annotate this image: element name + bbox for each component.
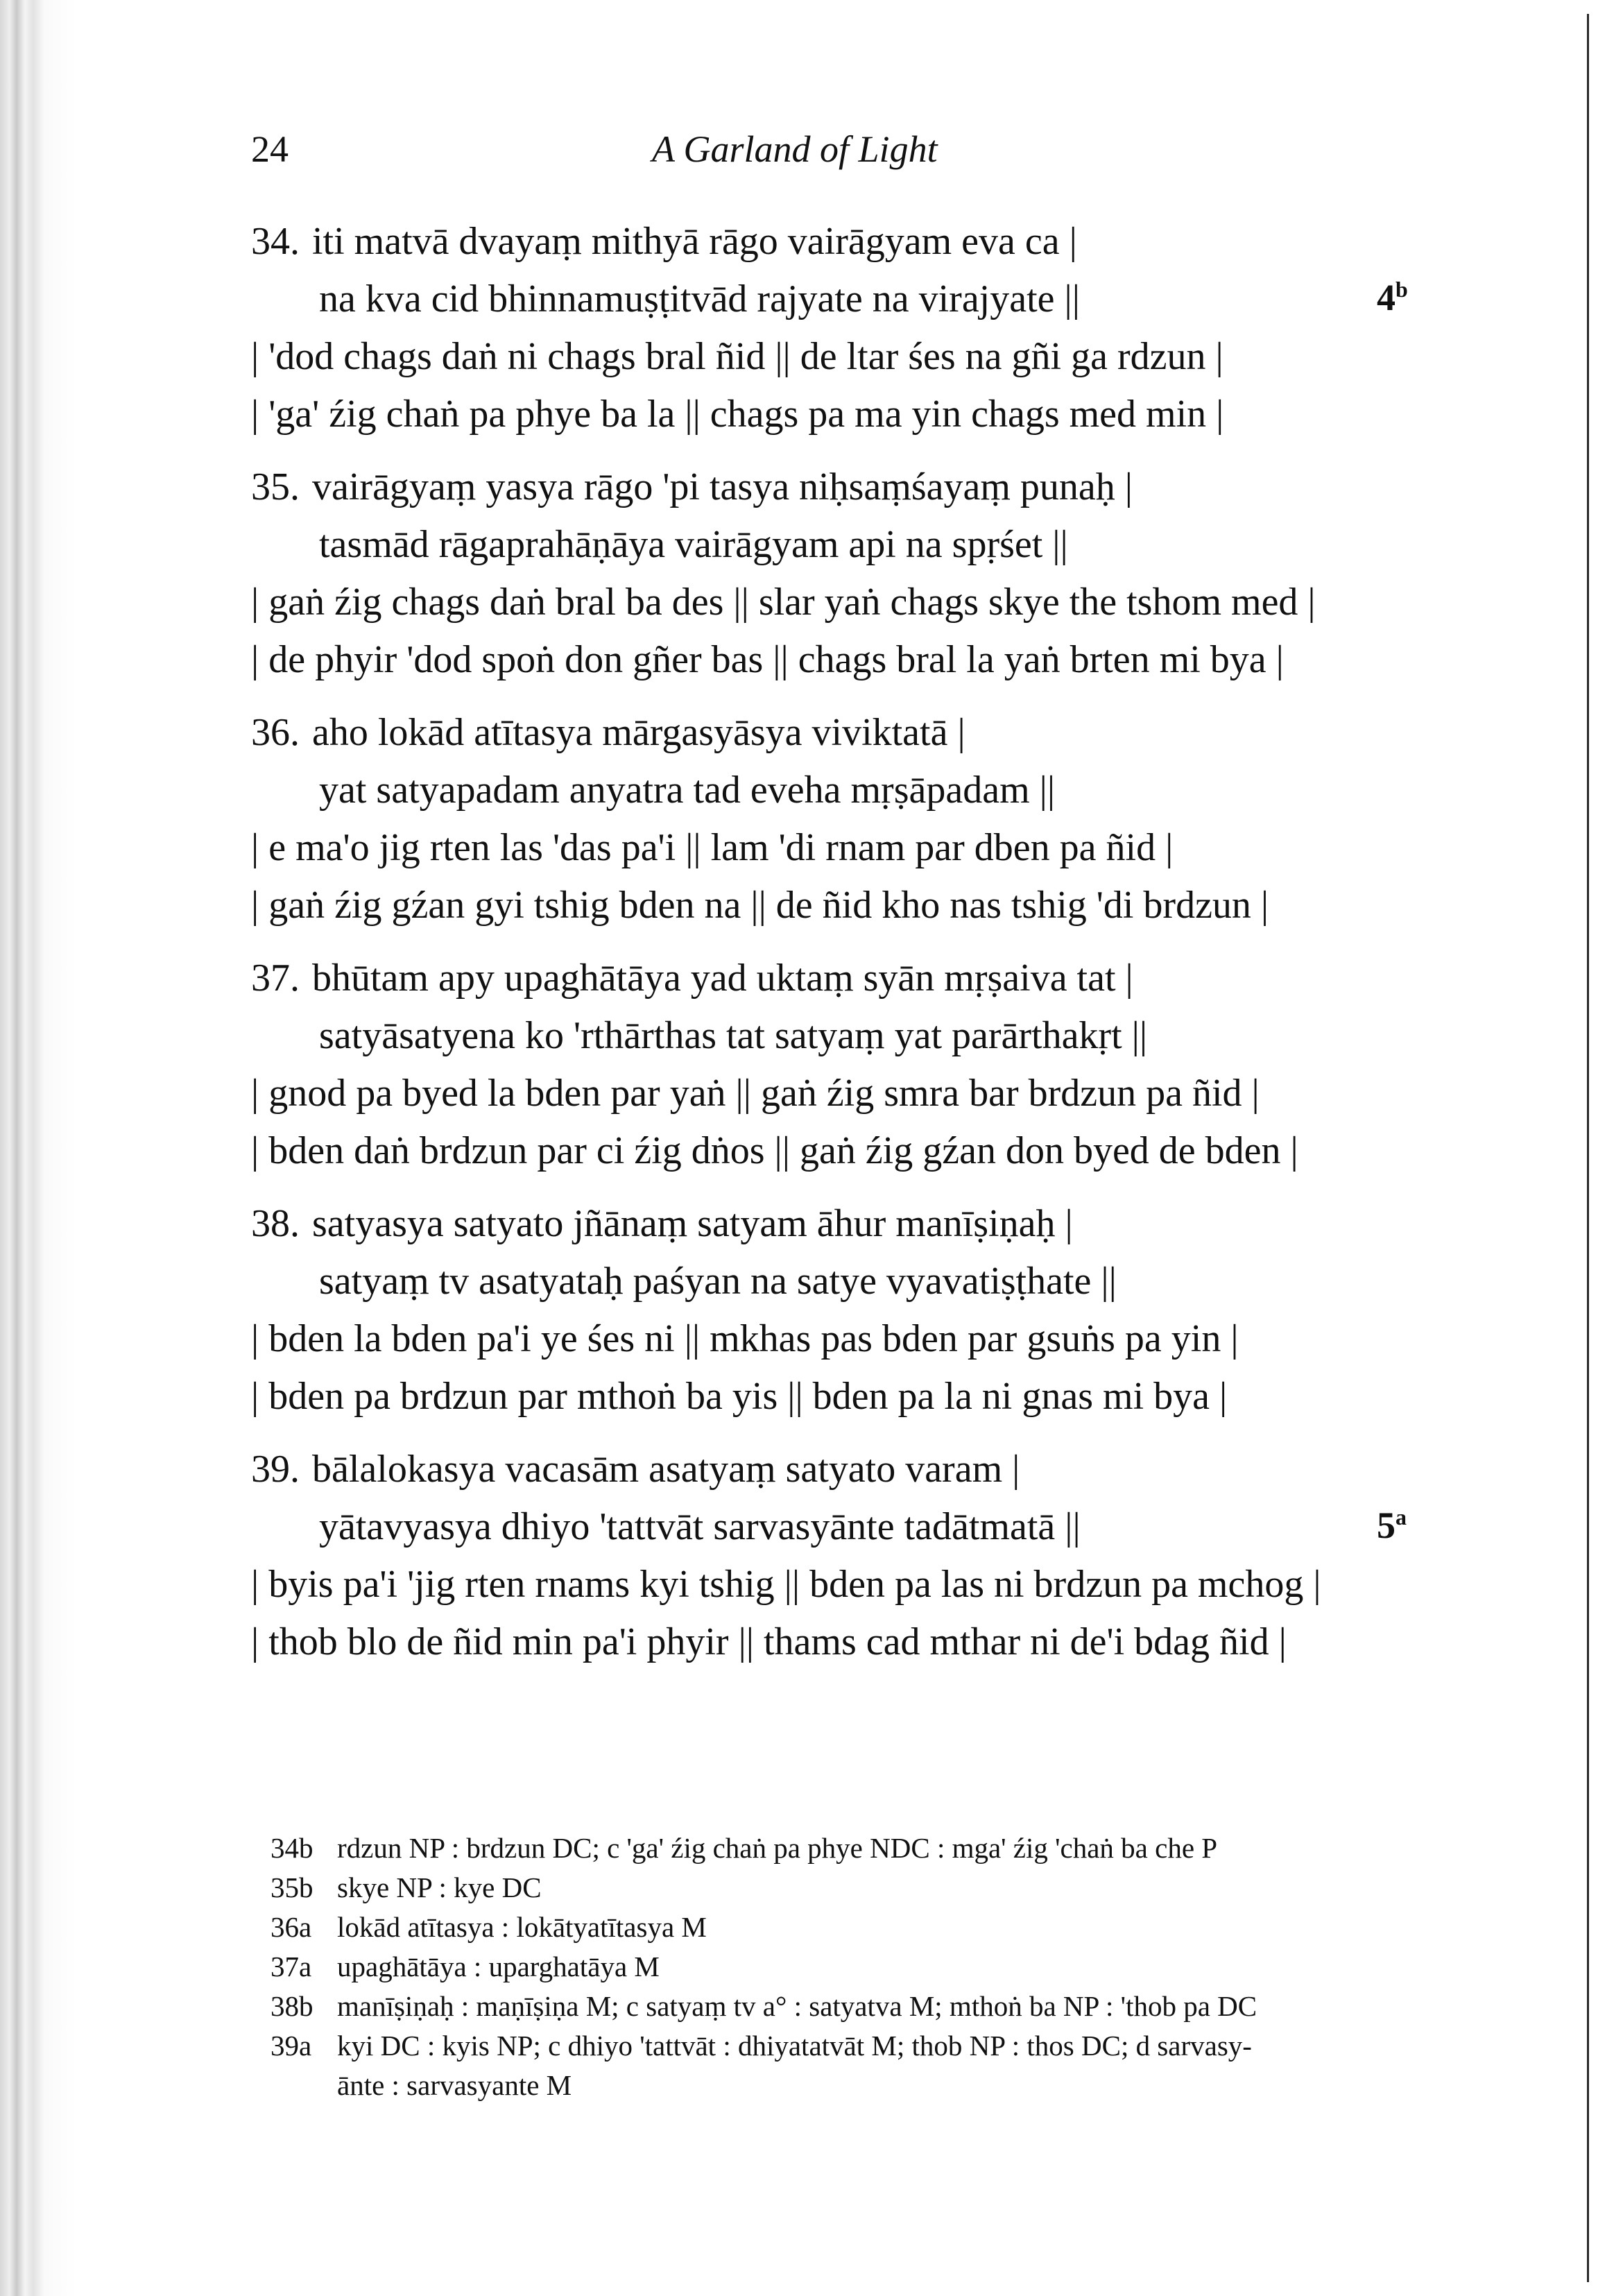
footnote-text: manīṣiṇaḥ : maṇīṣiṇa M; c satyaṃ tv a° : satyatva M; mthoṅ ba NP : 'thob pa DC	[337, 1990, 1257, 2022]
footnote-key: 34b	[270, 1832, 314, 1864]
verse-line	[251, 219, 1077, 268]
sanskrit-line: satyaṃ tv asatyataḥ paśyan na satye vyavatiṣṭhate ||	[319, 1260, 1117, 1303]
footnote-text: ānte : sarvasyante M	[337, 2069, 572, 2101]
scan-right-rule	[1587, 14, 1589, 2282]
sanskrit-line: iti matvā dvayaṃ mithyā rāgo vairāgyam eva ca |	[312, 220, 1077, 263]
verse-line	[251, 1447, 1020, 1496]
tibetan-line: | gnod pa byed la bden par yaṅ || gaṅ źig smra bar brdzun pa ñid |	[251, 1072, 1260, 1115]
footnote	[270, 1871, 1491, 1910]
sanskrit-line: aho lokād atītasya mārgasyāsya viviktatā |	[312, 711, 965, 754]
sanskrit-line: bālalokasya vacasām asatyaṃ satyato varam |	[312, 1448, 1020, 1491]
tibetan-line: | gaṅ źig gźan gyi tshig bden na || de ñid kho nas tshig 'di brdzun |	[251, 884, 1269, 927]
verse-number: 35.	[251, 465, 300, 508]
folio-reference: 5$^a$	[1377, 1505, 1407, 1546]
footnote-key: 39a	[270, 2030, 312, 2062]
verse-line	[251, 1201, 1073, 1250]
tibetan-line: | 'dod chags daṅ ni chags bral ñid || de ltar śes na gñi ga rdzun |	[251, 335, 1223, 378]
verse-36	[251, 710, 1486, 946]
sanskrit-line: vairāgyaṃ yasya rāgo 'pi tasya niḥsaṃśayaṃ punaḥ |	[312, 465, 1133, 508]
sanskrit-line: yātavyasya dhiyo 'tattvāt sarvasyānte tadātmatā ||	[319, 1505, 1081, 1548]
verse-number: 36.	[251, 711, 300, 754]
critical-apparatus	[270, 1831, 1491, 2109]
folio-reference: 4$^b$	[1377, 277, 1408, 318]
tibetan-line: | bden la bden pa'i ye śes ni || mkhas pas bden par gsuṅs pa yin |	[251, 1317, 1239, 1360]
tibetan-line: | 'ga' źig chaṅ pa phye ba la || chags pa ma yin chags med min |	[251, 393, 1224, 436]
footnote-text: rdzun NP : brdzun DC; c 'ga' źig chaṅ pa phye NDC : mga' źig 'chaṅ ba che P	[337, 1832, 1218, 1864]
verse-34	[251, 219, 1486, 455]
footnote-key: 37a	[270, 1951, 312, 1982]
tibetan-line: | de phyir 'dod spoṅ don gñer bas || chags bral la yaṅ brten mi bya |	[251, 638, 1284, 681]
footnote-text: lokād atītasya : lokātyatītasya M	[337, 1911, 707, 1943]
sanskrit-line: satyasya satyato jñānaṃ satyam āhur manīṣiṇaḥ |	[312, 1202, 1073, 1245]
running-head	[0, 128, 1623, 176]
verse-38	[251, 1201, 1486, 1437]
footnote-key: 36a	[270, 1911, 312, 1943]
verse-number: 39.	[251, 1448, 300, 1491]
footnote	[270, 1831, 1491, 1870]
sanskrit-line: satyāsatyena ko 'rthārthas tat satyaṃ yat parārthakṛt ||	[319, 1014, 1148, 1057]
footnote-text: skye NP : kye DC	[337, 1871, 542, 1903]
page-number: 24	[251, 128, 289, 170]
tibetan-line: | bden pa brdzun par mthoṅ ba yis || bden pa la ni gnas mi bya |	[251, 1375, 1228, 1418]
footnote	[270, 1989, 1491, 2028]
tibetan-line: | gaṅ źig chags daṅ bral ba des || slar yaṅ chags skye the tshom med |	[251, 581, 1316, 624]
verse-35	[251, 465, 1486, 701]
footnote	[270, 1950, 1491, 1989]
tibetan-line: | e ma'o jig rten las 'das pa'i || lam 'di rnam par dben pa ñid |	[251, 826, 1174, 869]
footnote-text: kyi DC : kyis NP; c dhiyo 'tattvāt : dhiyatatvāt M; thob NP : thos DC; d sarvasy-	[337, 2030, 1252, 2062]
tibetan-line: | thob blo de ñid min pa'i phyir || thams cad mthar ni de'i bdag ñid |	[251, 1620, 1287, 1663]
verse-number: 37.	[251, 957, 300, 1000]
footnote	[270, 1910, 1491, 1949]
tibetan-line: | byis pa'i 'jig rten rnams kyi tshig || bden pa las ni brdzun pa mchog |	[251, 1563, 1321, 1606]
footnote	[270, 2068, 1491, 2107]
verse-number: 34.	[251, 220, 300, 263]
scan-edge-shadow	[0, 0, 76, 2296]
footnote	[270, 2029, 1491, 2068]
verse-39	[251, 1447, 1486, 1683]
verse-37	[251, 956, 1486, 1192]
verse-line	[251, 956, 1133, 1004]
sanskrit-line: yat satyapadam anyatra tad eveha mṛṣāpadam ||	[319, 769, 1056, 812]
footnote-text: upaghātāya : uparghatāya M	[337, 1951, 660, 1982]
verse-number: 38.	[251, 1202, 300, 1245]
tibetan-line: | bden daṅ brdzun par ci źig dṅos || gaṅ źig gźan don byed de bden |	[251, 1129, 1298, 1172]
running-title: A Garland of Light	[652, 128, 938, 170]
sanskrit-line: na kva cid bhinnamuṣṭitvād rajyate na virajyate ||	[319, 277, 1080, 320]
verse-line	[251, 465, 1133, 513]
footnote-key: 38b	[270, 1990, 314, 2022]
footnote-key: 35b	[270, 1871, 314, 1903]
sanskrit-line: tasmād rāgaprahāṇāya vairāgyam api na spṛśet ||	[319, 523, 1068, 566]
sanskrit-line: bhūtam apy upaghātāya yad uktaṃ syān mṛṣaiva tat |	[312, 957, 1133, 1000]
verse-line	[251, 710, 965, 759]
